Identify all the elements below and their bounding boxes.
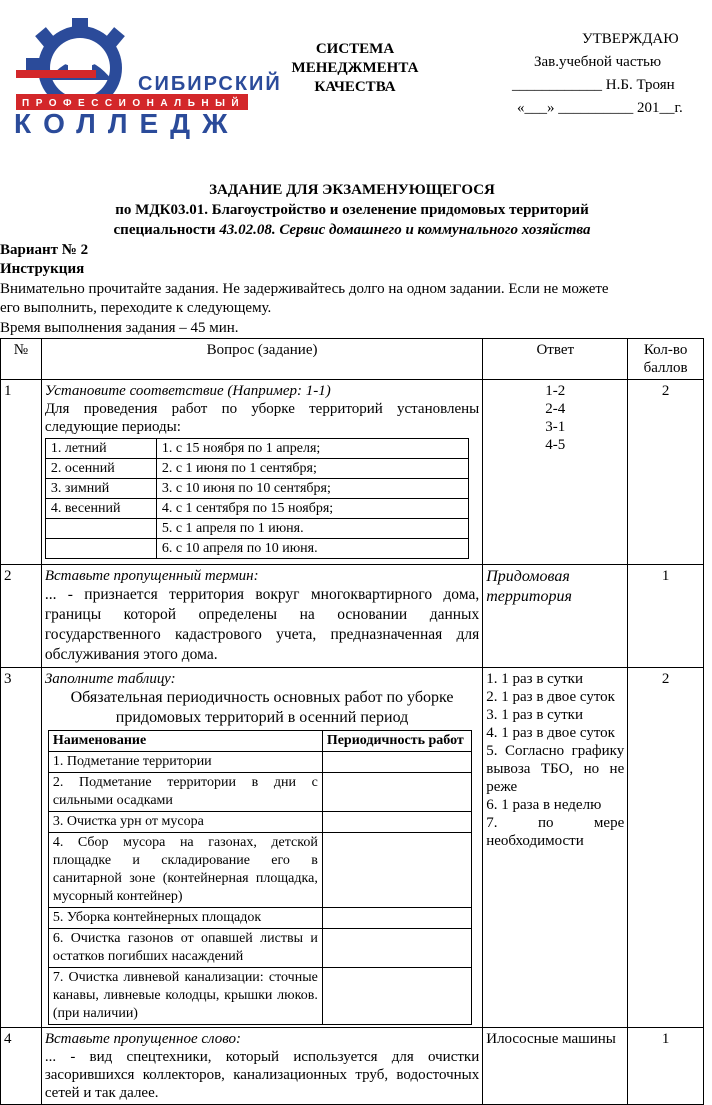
table-row — [1, 1028, 704, 1105]
periodicity-work: 6. Очистка газонов от опавшей листвы и остатков погибших насаждений — [48, 929, 322, 968]
answer-cell — [483, 668, 628, 1028]
instruction-line-1: Внимательно прочитайте задания. Не задерживайтесь долго на одном задании. Если не можете — [0, 281, 609, 297]
answer-line: 4-5 — [545, 437, 566, 453]
question-heading: Вставьте пропущенное слово: — [44, 1031, 242, 1047]
instruction-line-2: его выполнить, переходите к следующему. — [0, 300, 272, 316]
question-cell — [41, 565, 482, 668]
table-row — [1, 668, 704, 1028]
matching-left: 4. весенний — [45, 499, 156, 519]
approval-block — [512, 28, 712, 120]
approve-signature: ____________ Н.Б. Троян — [512, 77, 675, 93]
matching-row — [45, 479, 468, 499]
question-heading: Вставьте пропущенный термин: — [44, 568, 259, 584]
points-cell: 1 — [628, 565, 704, 668]
matching-right: 3. с 10 июня по 10 сентября; — [156, 479, 468, 499]
periodicity-work: 2. Подметание территории в дни с сильными осадками — [48, 773, 322, 812]
matching-row — [45, 459, 468, 479]
matching-right: 5. с 1 апреля по 1 июня. — [156, 519, 468, 539]
answer-line: 3-1 — [545, 419, 566, 435]
matching-left: 1. летний — [45, 439, 156, 459]
periodicity-row — [48, 752, 471, 773]
periodicity-blank[interactable] — [322, 773, 471, 812]
question-cell — [41, 380, 482, 565]
variant-label: Вариант № 2 — [0, 242, 89, 258]
periodicity-col-name: Наименование — [48, 731, 322, 752]
approve-title: УТВЕРЖДАЮ — [582, 31, 679, 47]
periodicity-row — [48, 929, 471, 968]
matching-row — [45, 439, 468, 459]
question-number: 3 — [1, 668, 42, 1028]
periodicity-blank[interactable] — [322, 968, 471, 1025]
periodicity-blank[interactable] — [322, 812, 471, 833]
qms-heading — [280, 40, 430, 97]
answer-line: 1. 1 раз в сутки — [486, 671, 583, 687]
periodicity-header-row — [48, 731, 471, 752]
periodicity-blank[interactable] — [322, 833, 471, 908]
logo-text-3: КОЛЛЕДЖ — [14, 108, 240, 139]
answer-line: 7. по мере необходимости — [486, 815, 625, 849]
answer-line: 4. 1 раз в двое суток — [486, 725, 615, 741]
matching-left: 2. осенний — [45, 459, 156, 479]
question-number: 1 — [1, 380, 42, 565]
periodicity-row — [48, 968, 471, 1025]
table-header-row — [1, 339, 704, 380]
matching-right: 6. с 10 апреля по 10 июня. — [156, 539, 468, 559]
periodicity-row — [48, 812, 471, 833]
answer-line: 1-2 — [545, 383, 566, 399]
points-cell: 1 — [628, 1028, 704, 1105]
answer-line: 2-4 — [545, 401, 566, 417]
question-text: Для проведения работ по уборке территорий установлены следующие периоды: — [44, 401, 480, 435]
periodicity-row — [48, 833, 471, 908]
logo-text-1: СИБИРСКИЙ — [138, 73, 282, 95]
time-limit: Время выполнения задания – 45 мин. — [0, 320, 239, 336]
answer-line: 6. 1 раза в неделю — [486, 797, 602, 813]
document-title — [0, 180, 704, 240]
matching-row — [45, 519, 468, 539]
matching-row — [45, 539, 468, 559]
periodicity-work: 4. Сбор мусора на газонах, детской площадке и складирование его в санитарной зоне (контейнерная площадка, мусорный контейнер) — [48, 833, 322, 908]
logo-text-2: ПРОФЕССИОНАЛЬНЫЙ — [22, 98, 246, 109]
answer-cell: Придомовая территория — [483, 565, 628, 668]
periodicity-work: 7. Очистка ливневой канализации: сточные канавы, ливневые колодцы, крышки люков. (при наличии) — [48, 968, 322, 1025]
instruction-heading: Инструкция — [0, 261, 85, 277]
question-cell — [41, 668, 482, 1028]
header-answer: Ответ — [483, 339, 628, 380]
table-row — [1, 380, 704, 565]
title-spec-name: 43.02.08. Сервис домашнего и коммунального хозяйства — [219, 222, 591, 238]
college-logo-graphic — [8, 10, 282, 139]
answer-line: 2. 1 раз в двое суток — [486, 689, 615, 705]
answer-cell: Илососные машины — [483, 1028, 628, 1105]
approve-date: «___» __________ 201__г. — [517, 100, 683, 116]
title-line-3 — [0, 220, 704, 240]
question-text: ... - вид спецтехники, который используется для очистки засорившихся коллекторов, канализационных труб, водосточных сетей и так далее. — [44, 1049, 480, 1101]
points-cell: 2 — [628, 380, 704, 565]
matching-right: 4. с 1 сентября по 15 ноября; — [156, 499, 468, 519]
periodicity-row — [48, 773, 471, 812]
matching-left — [45, 519, 156, 539]
college-logo — [8, 10, 282, 139]
periodicity-work: 5. Уборка контейнерных площадок — [48, 908, 322, 929]
periodicity-work: 3. Очистка урн от мусора — [48, 812, 322, 833]
header-points: Кол-во баллов — [628, 339, 704, 380]
title-line-1: ЗАДАНИЕ ДЛЯ ЭКЗАМЕНУЮЩЕГОСЯ — [209, 182, 495, 198]
header-number: № — [1, 339, 42, 380]
table-row — [1, 565, 704, 668]
periodicity-blank[interactable] — [322, 752, 471, 773]
title-line-2: по МДК03.01. Благоустройство и озеленение придомовых территорий — [115, 202, 589, 218]
question-cell — [41, 1028, 482, 1105]
title-spec-prefix: специальности — [113, 222, 220, 238]
question-text: ... - признается территория вокруг многоквартирного дома, границы которой определены на основании данных государственного кадастрового учета, предназначенная для обслуживания этого дома. — [44, 586, 480, 663]
qms-line: СИСТЕМА — [315, 41, 395, 57]
periodicity-row — [48, 908, 471, 929]
question-number: 2 — [1, 565, 42, 668]
approve-position: Зав.учебной частью — [534, 54, 662, 70]
question-heading: Заполните таблицу: — [44, 671, 176, 687]
qms-line: КАЧЕСТВА — [314, 79, 396, 95]
answer-line: 3. 1 раз в сутки — [486, 707, 583, 723]
periodicity-blank[interactable] — [322, 908, 471, 929]
question-number: 4 — [1, 1028, 42, 1105]
matching-left — [45, 539, 156, 559]
answer-cell — [483, 380, 628, 565]
question-heading: Установите соответствие (Например: 1-1) — [44, 383, 331, 399]
periodicity-table — [48, 730, 472, 1025]
matching-table — [45, 438, 469, 559]
header-question: Вопрос (задание) — [41, 339, 482, 380]
periodicity-blank[interactable] — [322, 929, 471, 968]
exam-table — [0, 338, 704, 1105]
points-cell: 2 — [628, 668, 704, 1028]
matching-right: 2. с 1 июня по 1 сентября; — [156, 459, 468, 479]
qms-line: МЕНЕДЖМЕНТА — [291, 60, 419, 76]
matching-row — [45, 499, 468, 519]
periodicity-work: 1. Подметание территории — [48, 752, 322, 773]
periodicity-col-period: Периодичность работ — [322, 731, 471, 752]
table-subtitle: Обязательная периодичность основных работ по уборке придомовых территорий в осенний период — [70, 689, 454, 726]
answer-line: 5. Согласно графику вывоза ТБО, но не реже — [486, 743, 625, 795]
matching-right: 1. с 15 ноября по 1 апреля; — [156, 439, 468, 459]
matching-left: 3. зимний — [45, 479, 156, 499]
